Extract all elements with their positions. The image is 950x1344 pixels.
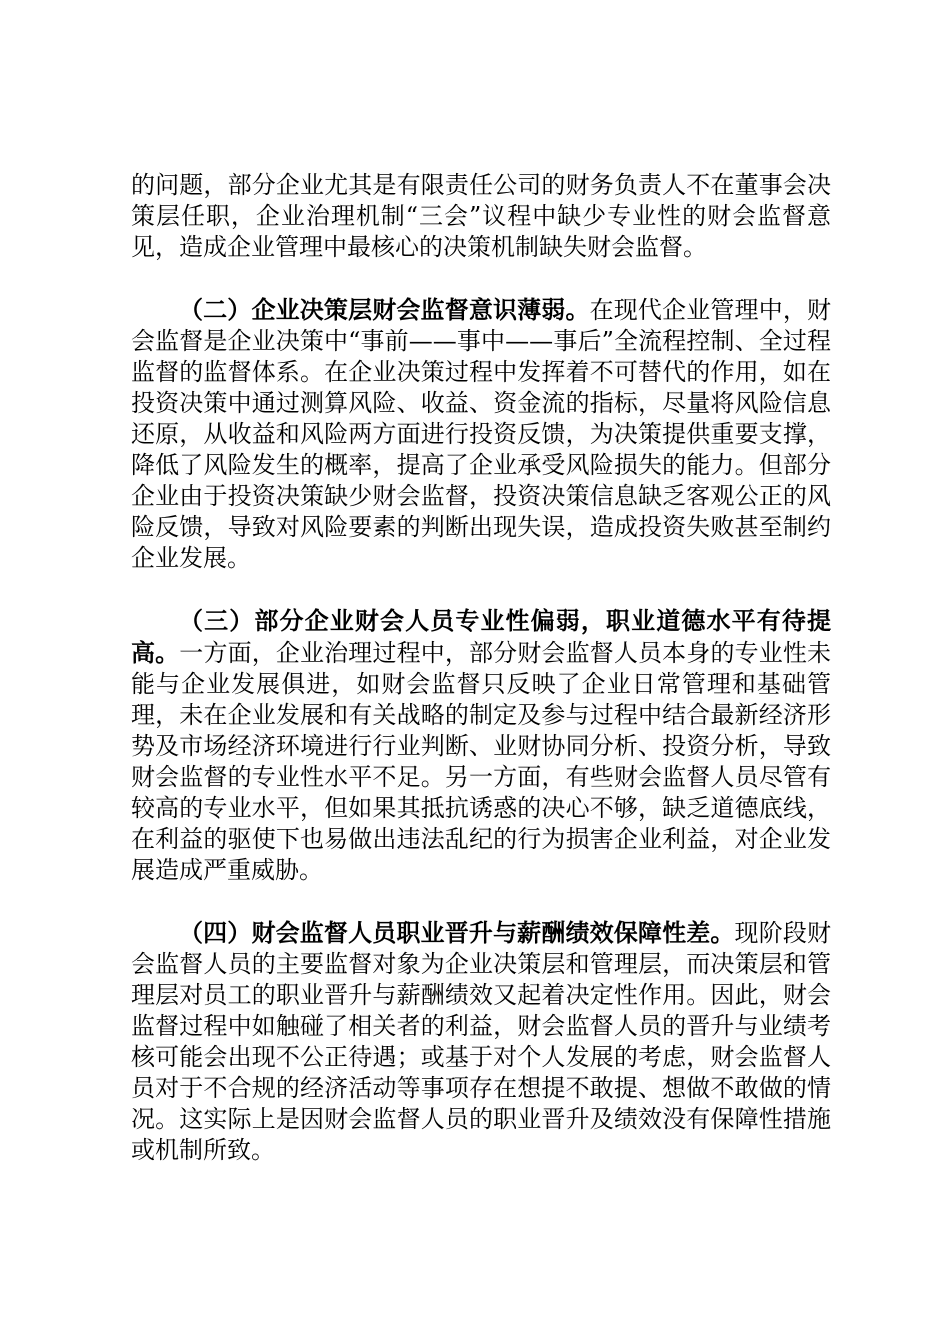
paragraph-section-3 xyxy=(131,605,831,886)
paragraph-body: 在现代企业管理中，财会监督是企业决策中“事前——事中——事后”全流程控制、全过程监督的监督体系。在企业决策过程中发挥着不可替代的作用，如在投资决策中通过测算风险、收益、资金流的指标，尽量将风险信息还原，从收益和风险两方面进行投资反馈，为决策提供重要支撑，降低了风险发生的概率，提高了企业承受风险损失的能力。但部分企业由于投资决策缺少财会监督，投资决策信息缺乏客观公正的风险反馈，导致对风险要素的判断出现失误，造成投资失败甚至制约企业发展。 xyxy=(131,296,832,572)
paragraph-section-2 xyxy=(131,294,831,574)
document-page xyxy=(131,170,831,1197)
paragraph-section-4 xyxy=(131,917,831,1166)
paragraph-body: 的问题，部分企业尤其是有限责任公司的财务负责人不在董事会决策层任职，企业治理机制“三会”议程中缺少专业性的财会监督意见，造成企业管理中最核心的决策机制缺失财会监督。 xyxy=(131,171,831,261)
paragraph-body: 现阶段财会监督人员的主要监督对象为企业决策层和管理层，而决策层和管理层对员工的职业晋升与薪酬绩效又起着决定性作用。因此，财会监督过程中如触碰了相关者的利益，财会监督人员的晋升与业绩考核可能会出现不公正待遇；或基于对个人发展的考虑，财会监督人员对于不合规的经济活动等事项存在想提不敢提、想做不敢做的情况。这实际上是因财会监督人员的职业晋升及绩效没有保障性措施或机制所致。 xyxy=(131,919,832,1164)
section-heading: （四）财会监督人员职业晋升与薪酬绩效保障性差。 xyxy=(179,918,735,947)
section-heading: （二）企业决策层财会监督意识薄弱。 xyxy=(179,295,590,324)
paragraph-continuation xyxy=(131,170,831,263)
paragraph-body: 一方面，企业治理过程中，部分财会监督人员本身的专业性未能与企业发展俱进，如财会监督只反映了企业日常管理和基础管理，未在企业发展和有关战略的制定及参与过程中结合最新经济形势及市场经济环境进行行业判断、业财协同分析、投资分析，导致财会监督的专业性水平不足。另一方面，有些财会监督人员尽管有较高的专业水平，但如果其抵抗诱惑的决心不够，缺乏道德底线，在利益的驱使下也易做出违法乱纪的行为损害企业利益，对企业发展造成严重威胁。 xyxy=(131,639,832,884)
section-heading: （三）部分企业财会人员专业性偏弱，职业道德水平有待提高。 xyxy=(131,606,831,667)
